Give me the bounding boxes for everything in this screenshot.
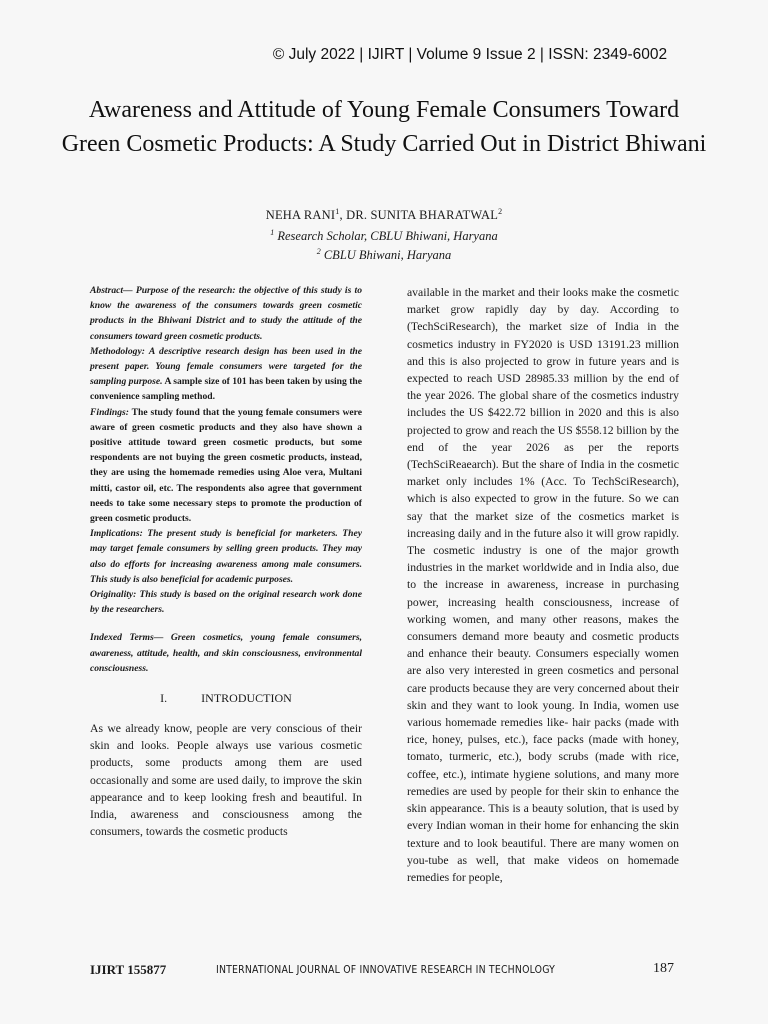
- abstract-text: Abstract— Purpose of the research: the objective of this study is to know the awareness of the consumers towards green cosmetic products in the Bhiwani District and to study the attitude of the consumers toward green cosmetic products.: [90, 285, 362, 342]
- right-column: [407, 284, 679, 886]
- section-number: I.: [160, 691, 168, 706]
- indexed-terms: Indexed Terms— Green cosmetics, young female consumers, awareness, attitude, health, and skin consciousness, environmental consciousness.: [90, 632, 362, 674]
- left-column: [90, 283, 362, 841]
- author-2-sup: 2: [498, 207, 503, 216]
- intro-paragraph-left: As we already know, people are very conscious of their skin and looks. People always use various cosmetic products, some products among them are used occasionally and some are used daily, to improve the skin appearance and to keep looking fresh and beautiful. In India, awareness and consciousness among the consumers, towards the cosmetic products: [90, 722, 362, 839]
- paper-title: Awareness and Attitude of Young Female Consumers Toward Green Cosmetic Products: A Study Carried Out in District Bhiwani: [61, 97, 707, 157]
- author-1: NEHA RANI: [265, 208, 336, 222]
- implications: Implications: The present study is beneficial for marketers. They may target female consumers by selling green products. They may also do efforts for increasing awareness among male consumers. This study is also beneficial for academic purposes.: [90, 528, 362, 585]
- author-1-sup: 1: [335, 207, 340, 216]
- findings: [90, 405, 362, 527]
- section-heading: [90, 691, 362, 706]
- author-2: , DR. SUNITA BHARATWAL: [339, 208, 499, 222]
- footer-paper-id: IJIRT 155877: [90, 962, 167, 977]
- affiliation-1-text: Research Scholar, CBLU Bhiwani, Haryana: [274, 229, 498, 243]
- affiliation-1-sup: 1: [270, 228, 275, 237]
- methodology: [90, 344, 362, 405]
- abstract-block: [90, 283, 362, 617]
- methodology-plain: A sample size of 101 has been taken by using the convenience sampling method.: [90, 376, 362, 403]
- authors: [0, 207, 768, 223]
- affiliation-2-sup: 2: [316, 247, 321, 256]
- page-number: 187: [653, 961, 674, 976]
- findings-text: The study found that the young female consumers were aware of green cosmetic products and they also have shown a positive attitude toward green cosmetic products, but some respondents are not buying the green cosmetic products, instead, they are using the homemade remedies using Aloe vera, Multani mitti, castor oil, etc. The respondents also agree that government needs to take some necessary steps to promote the production of green cosmetic products.: [90, 406, 362, 525]
- affiliation-2: [0, 247, 768, 263]
- intro-paragraph-right: available in the market and their looks make the cosmetic market grow rapidly day by day. According to (TechSciResearch), the market size of India in the cosmetics industry in FY2020 is USD 13191.23 million and this is also projected to grow in future years and is expected to reach USD 28985.33 million by the end of the year 2026. The global share of the cosmetics industry includes the US $422.72 billion in 2020 and this is also projected to grow and reach the US $558.12 billion by the end of the year 2026 as per the reports (TechSciReaearch). But the share of India in the cosmetic market only includes 1% (Acc. To TechSciResearch), which is also expected to grow in the future. So we can say that the market size of the cosmetics market is increasing daily and in the future also it will grow rapidly. The cosmetic industry is one of the major growth industries in the market worldwide and in India also, due to the increase in awareness, increase in purchasing power, increasing health consciousness, increase of working women, and many other reasons, makes the consumers demand more beauty and cosmetic products and enhance their beauty. Consumers especially women are also very interested in green cosmetics and personal care products because they are very concerned about their skin and they want to look young. In India, women use various homemade remedies like- hair packs (made with rice, honey, pulses, etc.), face packs (made with honey, tomato, turmeric, etc.), body scrubs (made with rice, coffee, etc.), intimate hygiene solutions, and many more remedies are used by people for their skin to enhance the skin appearance. This is a beauty solution, that is used by every Indian woman in their home for enhancing the skin texture and to look beautiful. There are many women on you-tube as well, that make videos on homemade remedies for people,: [407, 286, 679, 884]
- journal-header: © July 2022 | IJIRT | Volume 9 Issue 2 | ISSN: 2349-6002: [272, 46, 668, 63]
- section-title: INTRODUCTION: [201, 691, 292, 706]
- originality: Originality: This study is based on the original research work done by the researchers.: [90, 589, 362, 616]
- affiliation-2-text: CBLU Bhiwani, Haryana: [320, 248, 452, 262]
- footer-journal-name: INTERNATIONAL JOURNAL OF INNOVATIVE RESEARCH IN TECHNOLOGY: [216, 964, 556, 976]
- methodology-bold: Methodology: A descriptive research design has been used in the present paper. Young female consumers were targeted for the sampling purpose.: [90, 345, 362, 388]
- findings-label: Findings:: [90, 406, 129, 418]
- affiliation-1: [0, 228, 768, 244]
